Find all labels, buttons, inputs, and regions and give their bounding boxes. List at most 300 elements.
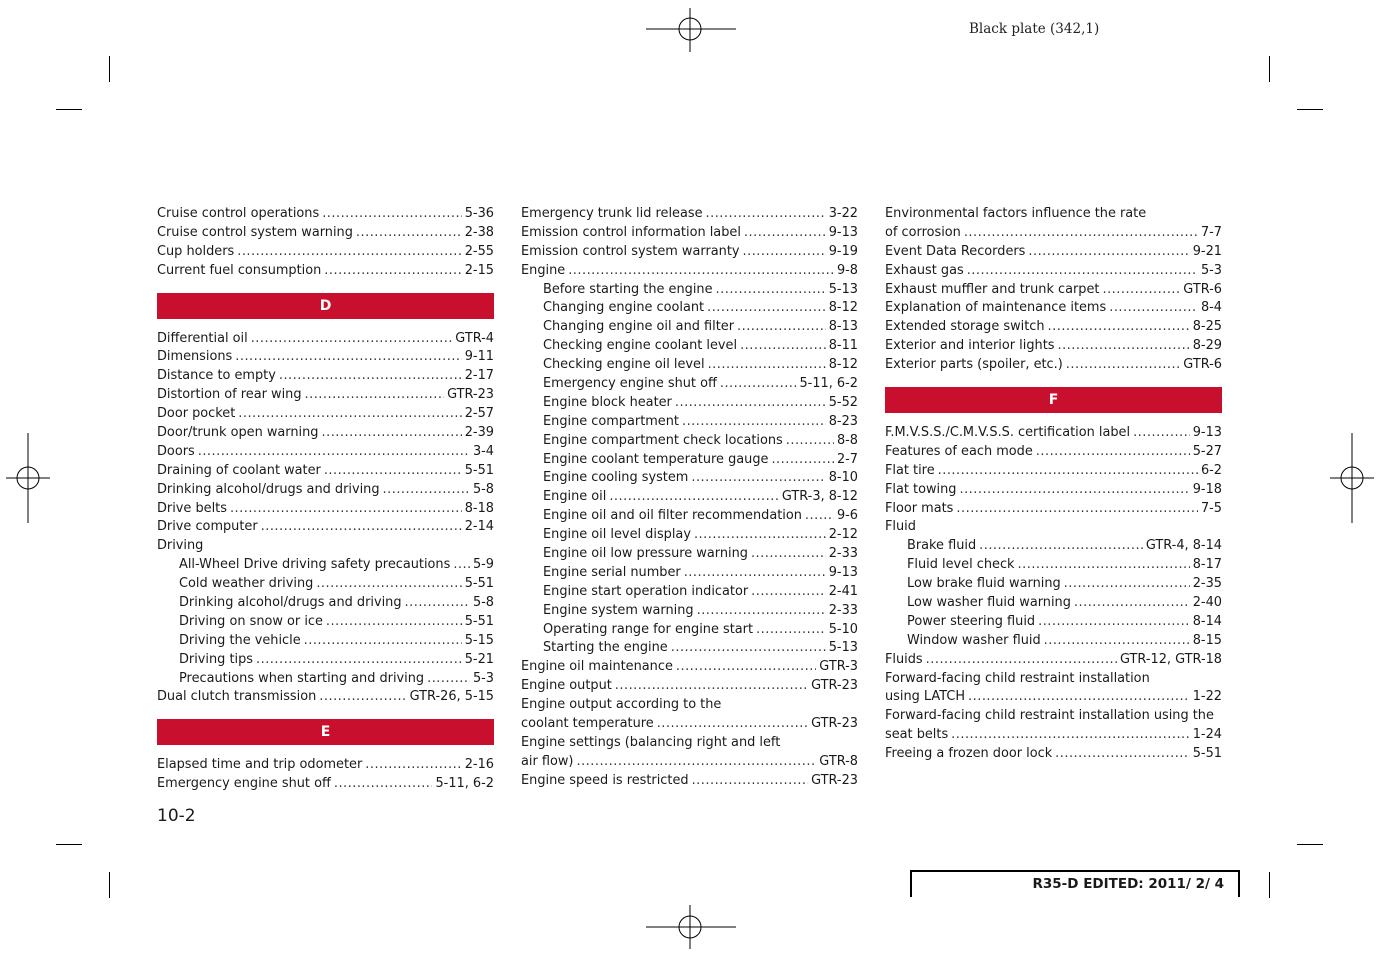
dot-leader	[694, 526, 826, 545]
dot-leader	[1074, 594, 1190, 613]
index-entry	[885, 745, 1222, 764]
entry-label: Cup holders	[157, 243, 235, 259]
entry-label: Forward-facing child restraint installation	[885, 670, 1150, 686]
dot-leader	[737, 318, 826, 337]
dot-leader	[235, 348, 461, 367]
dot-leader	[959, 481, 1189, 500]
dot-leader	[256, 651, 462, 670]
dot-leader	[692, 772, 809, 791]
index-subentry	[521, 281, 858, 300]
dot-leader	[261, 518, 462, 537]
entry-label: Flat towing	[885, 481, 957, 497]
index-subentry	[521, 337, 858, 356]
index-subentry	[885, 613, 1222, 632]
dot-leader	[657, 715, 808, 734]
entry-page-ref: 9-21	[1192, 243, 1222, 259]
entry-page-ref: 5-51	[464, 576, 494, 592]
entry-label: Exhaust muffler and trunk carpet	[885, 281, 1100, 297]
entry-page-ref: 8-11	[828, 338, 858, 354]
entry-label: Driving the vehicle	[179, 632, 301, 648]
index-entry	[157, 348, 494, 367]
entry-label: Exterior parts (spoiler, etc.)	[885, 357, 1063, 373]
entry-label: Drive computer	[157, 519, 258, 535]
entry-page-ref: GTR-23	[811, 772, 858, 788]
crop-mark-tr-v	[1269, 56, 1270, 82]
entry-page-ref: 8-4	[1200, 300, 1222, 316]
entry-label: Before starting the engine	[543, 281, 713, 297]
index-entry	[521, 734, 858, 753]
entry-label: Cruise control operations	[157, 206, 320, 221]
index-subentry	[521, 451, 858, 470]
dot-leader	[1057, 337, 1189, 356]
entry-page-ref: GTR-23	[811, 716, 858, 732]
dot-leader	[968, 688, 1190, 707]
entry-page-ref: 8-8	[836, 432, 858, 448]
index-entry	[885, 224, 1222, 243]
entry-page-ref: GTR-23	[811, 678, 858, 694]
entry-page-ref: 1-24	[1192, 727, 1222, 743]
entry-label: Engine oil maintenance	[521, 659, 673, 675]
entry-page-ref: 8-25	[1192, 319, 1222, 335]
entry-label: Emission control system warranty	[521, 243, 740, 259]
entry-label: Driving tips	[179, 651, 254, 667]
entry-page-ref: 5-13	[828, 640, 858, 656]
dot-leader	[319, 688, 406, 707]
entry-page-ref: GTR-3	[819, 659, 858, 675]
index-entry	[521, 696, 858, 715]
dot-leader	[805, 507, 834, 526]
entry-label: Exterior and interior lights	[885, 338, 1055, 354]
dot-leader	[324, 262, 461, 281]
entry-label: Changing engine oil and filter	[543, 319, 734, 335]
index-entry	[521, 224, 858, 243]
entry-page-ref: 8-12	[828, 357, 858, 373]
dot-leader	[1064, 575, 1190, 594]
entry-label: Operating range for engine start	[543, 621, 754, 637]
index-subentry	[157, 632, 494, 651]
entry-label: Driving	[157, 538, 204, 554]
entry-label: Explanation of maintenance items	[885, 300, 1107, 316]
index-subentry	[157, 556, 494, 575]
entry-page-ref: 2-40	[1192, 595, 1222, 611]
dot-leader	[1048, 318, 1190, 337]
entry-page-ref: 5-11, 6-2	[435, 776, 494, 792]
dot-leader	[198, 443, 470, 462]
entry-label: Window washer fluid	[907, 632, 1041, 648]
index-entry	[885, 500, 1222, 519]
entry-label: Door pocket	[157, 406, 236, 422]
entry-label: Engine cooling system	[543, 470, 689, 486]
dot-leader	[786, 432, 834, 451]
dot-leader	[238, 405, 461, 424]
crop-mark-tr-h	[1297, 109, 1323, 110]
entry-page-ref: GTR-12, GTR-18	[1120, 651, 1222, 667]
dot-leader	[615, 677, 808, 696]
index-subentry	[521, 375, 858, 394]
entry-page-ref: 2-16	[464, 757, 494, 773]
dot-leader	[751, 545, 826, 564]
index-entry	[157, 537, 494, 556]
dot-leader	[716, 281, 826, 300]
entry-label: Extended storage switch	[885, 319, 1045, 335]
index-subentry	[157, 651, 494, 670]
dot-leader	[1038, 613, 1190, 632]
entry-label: Low washer fluid warning	[907, 595, 1071, 611]
registration-mark-icon	[646, 8, 736, 52]
index-entry	[157, 205, 494, 224]
crop-mark-bl-h	[56, 844, 82, 845]
entry-page-ref: 6-2	[1200, 462, 1222, 478]
entry-page-ref: 5-8	[472, 595, 494, 611]
entry-page-ref: 9-8	[836, 262, 858, 278]
dot-leader	[304, 632, 462, 651]
entry-page-ref: 5-3	[472, 670, 494, 686]
entry-page-ref: 2-39	[464, 425, 494, 441]
index-entry	[157, 756, 494, 775]
entry-page-ref: 1-22	[1192, 689, 1222, 705]
dot-leader	[684, 564, 826, 583]
entry-label: Doors	[157, 443, 195, 459]
registration-mark-icon	[646, 905, 736, 949]
entry-label: Checking engine oil level	[543, 357, 705, 373]
entry-page-ref: 5-3	[1200, 262, 1222, 278]
index-subentry	[885, 594, 1222, 613]
index-entry	[157, 688, 494, 707]
entry-label: air flow)	[521, 753, 574, 769]
entry-page-ref: GTR-6	[1183, 281, 1222, 297]
entry-page-ref: 9-13	[828, 224, 858, 240]
index-entry	[885, 318, 1222, 337]
entry-page-ref: 3-4	[472, 443, 494, 459]
index-entry	[885, 688, 1222, 707]
entry-label: Differential oil	[157, 330, 248, 346]
dot-leader	[334, 775, 433, 794]
entry-page-ref: GTR-8	[819, 753, 858, 769]
dot-leader	[756, 621, 826, 640]
dot-leader	[453, 556, 470, 575]
dot-leader	[956, 500, 1198, 519]
index-entry	[157, 775, 494, 794]
entry-page-ref: 9-13	[828, 564, 858, 580]
dot-leader	[967, 262, 1198, 281]
section-header: E	[157, 719, 494, 745]
plate-label: Black plate (342,1)	[969, 21, 1100, 37]
dot-leader	[305, 386, 445, 405]
entry-label: Engine compartment	[543, 413, 679, 429]
index-subentry	[157, 613, 494, 632]
entry-label: Engine block heater	[543, 394, 672, 410]
dot-leader	[740, 337, 826, 356]
entry-label: Elapsed time and trip odometer	[157, 757, 363, 773]
index-entry	[157, 367, 494, 386]
entry-page-ref: 5-8	[472, 481, 494, 497]
entry-label: of corrosion	[885, 224, 961, 240]
entry-label: Dual clutch transmission	[157, 689, 317, 705]
index-entry	[885, 205, 1222, 224]
entry-label: All-Wheel Drive driving safety precautions	[179, 557, 451, 573]
dot-leader	[751, 583, 826, 602]
section-header: D	[157, 293, 494, 319]
index-subentry	[521, 564, 858, 583]
dot-leader	[706, 205, 826, 224]
dot-leader	[383, 481, 470, 500]
entry-label: Engine serial number	[543, 564, 681, 580]
index-subentry	[521, 413, 858, 432]
index-subentry	[157, 670, 494, 689]
index-entry	[885, 424, 1222, 443]
entry-label: seat belts	[885, 727, 949, 743]
dot-leader	[1018, 556, 1190, 575]
index-entry	[521, 715, 858, 734]
index-subentry	[521, 602, 858, 621]
dot-leader	[675, 394, 826, 413]
entry-page-ref: 5-27	[1192, 443, 1222, 459]
entry-label: Engine settings (balancing right and left	[521, 734, 781, 750]
entry-page-ref: 7-7	[1200, 224, 1222, 240]
entry-label: Fluids	[885, 651, 923, 667]
index-entry	[885, 281, 1222, 300]
entry-page-ref: GTR-6	[1183, 357, 1222, 373]
entry-page-ref: 5-15	[464, 632, 494, 648]
index-subentry	[521, 432, 858, 451]
index-entry	[157, 481, 494, 500]
entry-label: using LATCH	[885, 689, 966, 705]
registration-mark-icon	[6, 433, 50, 523]
index-subentry	[521, 469, 858, 488]
entry-page-ref: 2-33	[828, 546, 858, 562]
index-subentry	[521, 526, 858, 545]
entry-page-ref: 9-18	[1192, 481, 1222, 497]
index-entry	[157, 224, 494, 243]
entry-label: Dimensions	[157, 349, 233, 365]
dot-leader	[324, 462, 462, 481]
entry-label: Engine system warning	[543, 602, 694, 618]
index-entry	[521, 243, 858, 262]
entry-label: Driving on snow or ice	[179, 613, 323, 629]
entry-page-ref: GTR-23	[447, 387, 494, 403]
dot-leader	[1109, 299, 1198, 318]
entry-page-ref: 2-55	[464, 243, 494, 259]
dot-leader	[707, 299, 826, 318]
dot-leader	[743, 243, 826, 262]
index-entry	[521, 772, 858, 791]
dot-leader	[771, 451, 834, 470]
entry-page-ref: 2-41	[828, 583, 858, 599]
entry-label: Engine compartment check locations	[543, 432, 783, 448]
index-entry	[157, 500, 494, 519]
entry-page-ref: 2-57	[464, 406, 494, 422]
entry-label: F.M.V.S.S./C.M.V.S.S. certification label	[885, 425, 1131, 441]
index-entry	[885, 262, 1222, 281]
dot-leader	[322, 205, 462, 224]
dot-leader	[230, 500, 462, 519]
index-entry	[157, 405, 494, 424]
entry-page-ref: 8-13	[828, 319, 858, 335]
entry-page-ref: 9-19	[828, 243, 858, 259]
dot-leader	[1133, 424, 1190, 443]
entry-label: Emission control information label	[521, 224, 741, 240]
dot-leader	[697, 602, 826, 621]
entry-page-ref: 8-10	[828, 470, 858, 486]
entry-page-ref: 5-51	[464, 462, 494, 478]
entry-label: Door/trunk open warning	[157, 425, 319, 441]
entry-label: Drinking alcohol/drugs and driving	[157, 481, 380, 497]
dot-leader	[676, 658, 816, 677]
index-entry	[157, 518, 494, 537]
index-entry	[885, 726, 1222, 745]
dot-leader	[405, 594, 470, 613]
entry-page-ref: 2-12	[828, 527, 858, 543]
page-number: 10-2	[157, 806, 196, 826]
entry-label: Emergency engine shut off	[157, 776, 331, 792]
entry-label: Fluid	[885, 519, 916, 535]
dot-leader	[938, 462, 1198, 481]
entry-label: Low brake fluid warning	[907, 576, 1061, 592]
dot-leader	[251, 330, 453, 349]
entry-label: Engine output according to the	[521, 697, 722, 713]
entry-label: Engine	[521, 262, 566, 278]
entry-page-ref: 8-23	[828, 413, 858, 429]
index-subentry	[521, 639, 858, 658]
index-entry	[157, 462, 494, 481]
entry-label: Draining of coolant water	[157, 462, 321, 478]
index-entry	[521, 677, 858, 696]
dot-leader	[568, 262, 834, 281]
index-entry	[885, 443, 1222, 462]
entry-label: Power steering fluid	[907, 613, 1036, 629]
entry-page-ref: 2-35	[1192, 576, 1222, 592]
index-subentry	[885, 556, 1222, 575]
dot-leader	[720, 375, 797, 394]
entry-page-ref: 2-15	[464, 262, 494, 278]
entry-label: Fluid level check	[907, 557, 1015, 573]
entry-label: Features of each mode	[885, 443, 1033, 459]
index-entry	[521, 753, 858, 772]
entry-page-ref: 5-9	[472, 557, 494, 573]
index-subentry	[521, 488, 858, 507]
dot-leader	[744, 224, 826, 243]
entry-page-ref: 9-13	[1192, 425, 1222, 441]
index-subentry	[521, 299, 858, 318]
dot-leader	[1036, 443, 1190, 462]
dot-leader	[1102, 281, 1180, 300]
entry-page-ref: 8-14	[1192, 613, 1222, 629]
entry-page-ref: 8-15	[1192, 632, 1222, 648]
index-entry	[157, 424, 494, 443]
entry-page-ref: 8-18	[464, 500, 494, 516]
dot-leader	[279, 367, 462, 386]
entry-label: Engine speed is restricted	[521, 772, 689, 788]
entry-page-ref: 5-10	[828, 621, 858, 637]
edited-stamp: R35-D EDITED: 2011/ 2/ 4	[910, 870, 1240, 897]
dot-leader	[682, 413, 826, 432]
index-subentry	[521, 507, 858, 526]
dot-leader	[427, 670, 470, 689]
entry-label: Precautions when starting and driving	[179, 670, 425, 686]
index-subentry	[521, 583, 858, 602]
entry-label: Drinking alcohol/drugs and driving	[179, 595, 402, 611]
entry-label: Floor mats	[885, 500, 954, 516]
index-entry	[521, 658, 858, 677]
crop-mark-br-h	[1297, 844, 1323, 845]
entry-page-ref: GTR-3, 8-12	[781, 489, 858, 505]
entry-page-ref: 5-11, 6-2	[799, 376, 858, 392]
entry-label: Starting the engine	[543, 640, 668, 656]
index-entry	[885, 651, 1222, 670]
dot-leader	[1044, 632, 1190, 651]
entry-page-ref: 2-33	[828, 602, 858, 618]
entry-page-ref: 5-36	[464, 206, 494, 221]
entry-label: Engine start operation indicator	[543, 583, 749, 599]
dot-leader	[926, 651, 1117, 670]
entry-page-ref: 9-6	[836, 508, 858, 524]
index-entry	[885, 243, 1222, 262]
entry-label: Brake fluid	[907, 538, 977, 554]
entry-page-ref: GTR-4, 8-14	[1145, 538, 1222, 554]
dot-leader	[356, 224, 462, 243]
index-entry	[157, 262, 494, 281]
entry-page-ref: 2-38	[464, 224, 494, 240]
entry-page-ref: 9-11	[464, 349, 494, 365]
entry-label: Cold weather driving	[179, 576, 314, 592]
entry-label: Checking engine coolant level	[543, 338, 738, 354]
entry-label: Flat tire	[885, 462, 935, 478]
registration-mark-icon	[1330, 433, 1374, 523]
entry-label: Engine output	[521, 678, 612, 694]
entry-label: Engine oil low pressure warning	[543, 546, 748, 562]
index-entry	[885, 299, 1222, 318]
dot-leader	[1066, 356, 1181, 375]
index-column-1	[157, 205, 494, 794]
index-entry	[521, 262, 858, 281]
dot-leader	[951, 726, 1190, 745]
index-column-3	[885, 205, 1222, 764]
entry-page-ref: 8-29	[1192, 338, 1222, 354]
dot-leader	[316, 575, 461, 594]
index-subentry	[157, 575, 494, 594]
entry-page-ref: 2-17	[464, 368, 494, 384]
index-subentry	[521, 356, 858, 375]
entry-label: Distortion of rear wing	[157, 387, 302, 403]
entry-label: Engine coolant temperature gauge	[543, 451, 769, 467]
index-entry	[157, 443, 494, 462]
entry-page-ref: 5-51	[464, 613, 494, 629]
dot-leader	[708, 356, 826, 375]
section-header: F	[885, 387, 1222, 413]
index-subentry	[157, 594, 494, 613]
entry-page-ref: 5-51	[1192, 746, 1222, 762]
index-subentry	[521, 394, 858, 413]
crop-mark-bl-v	[109, 872, 110, 898]
entry-page-ref: 5-13	[828, 281, 858, 297]
index-entry	[885, 481, 1222, 500]
entry-page-ref: 2-14	[464, 519, 494, 535]
entry-label: Engine oil	[543, 489, 607, 505]
entry-page-ref: 8-12	[828, 300, 858, 316]
index-entry	[885, 670, 1222, 689]
index-subentry	[885, 632, 1222, 651]
entry-label: Drive belts	[157, 500, 227, 516]
entry-label: coolant temperature	[521, 716, 654, 732]
crop-mark-br-v	[1269, 872, 1270, 898]
entry-label: Emergency engine shut off	[543, 376, 717, 392]
entry-page-ref: GTR-4	[455, 330, 494, 346]
index-entry	[521, 205, 858, 224]
entry-label: Environmental factors influence the rate	[885, 206, 1147, 221]
entry-label: Emergency trunk lid release	[521, 206, 703, 221]
dot-leader	[691, 469, 825, 488]
entry-page-ref: 5-21	[464, 651, 494, 667]
